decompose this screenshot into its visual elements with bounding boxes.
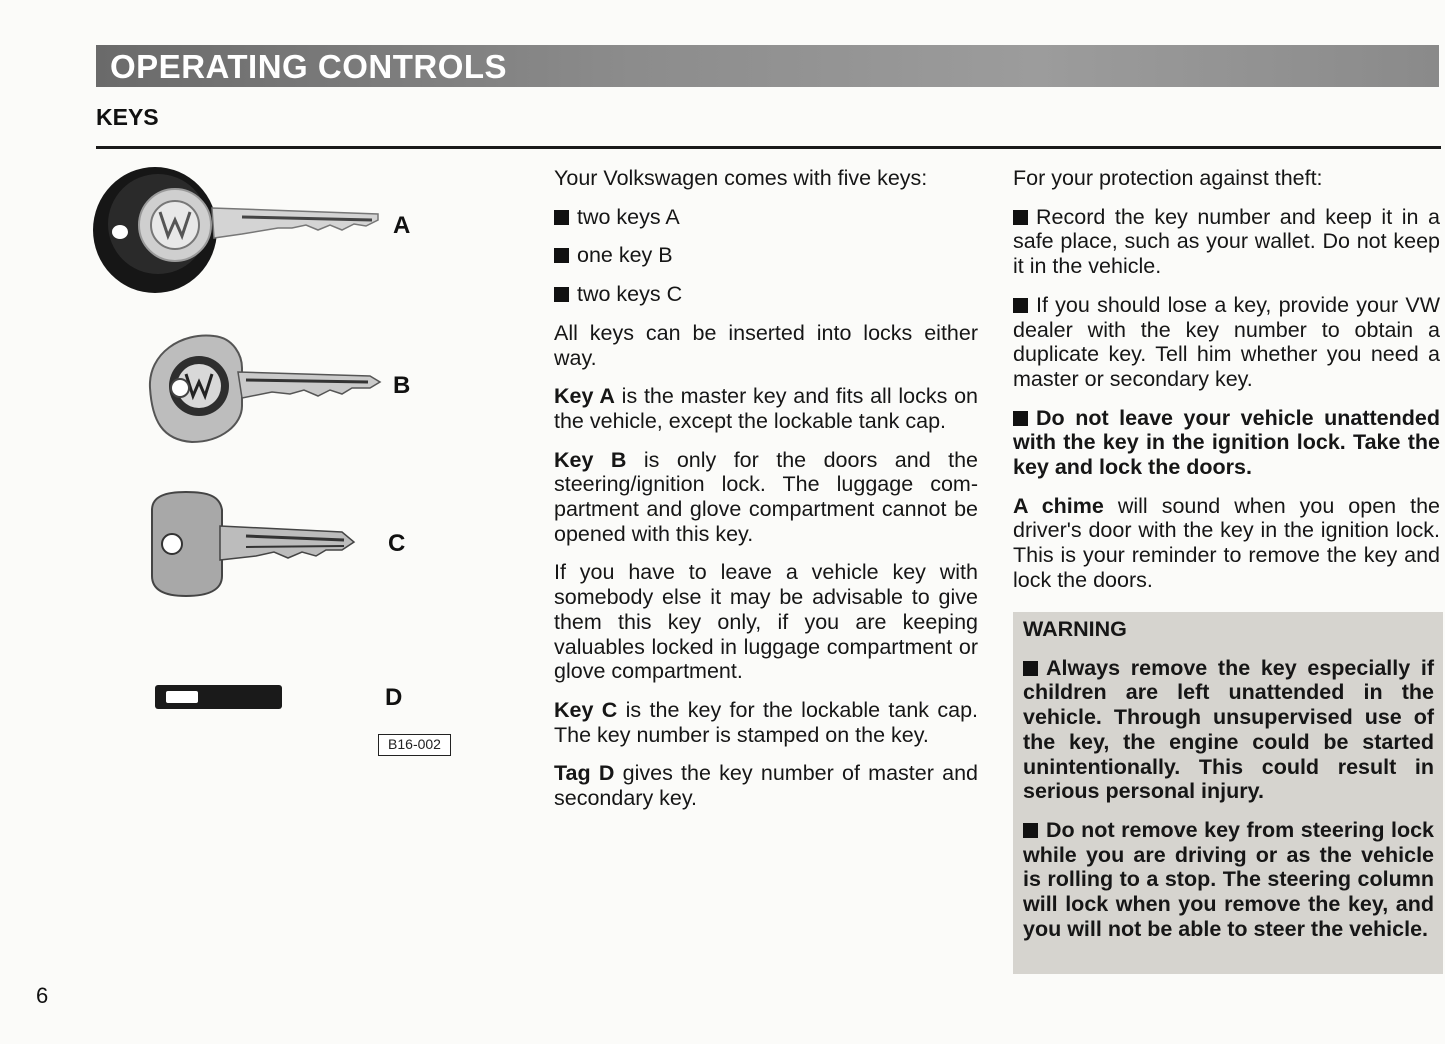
section-banner <box>96 45 1439 87</box>
tag-d-label: D <box>385 684 403 711</box>
bullet-square-icon <box>554 248 569 263</box>
bullet-square-icon <box>1013 210 1028 225</box>
bullet-square-icon <box>554 210 569 225</box>
list-item: two keys C <box>554 282 978 307</box>
key-b-label: B <box>393 372 411 399</box>
list-item: Do not leave your vehicle unattended with the key in the ignition lock. Take the key and lock the doors. <box>1013 405 1440 480</box>
warning-item: Always remove the key especially if children are left unattended in the vehicle. Through unsupervised use of the key, the engine could be started unintentionally. This could result in serious personal injury. <box>1023 655 1434 804</box>
warning-box <box>1013 612 1443 974</box>
bullet-square-icon <box>554 287 569 302</box>
bullet-square-icon <box>1013 411 1028 426</box>
bullet-square-icon <box>1023 823 1038 838</box>
page-number: 6 <box>36 983 49 1008</box>
title-divider <box>96 146 1441 149</box>
chime-paragraph: A chime will sound when you open the driver's door with the key in the ignition lock. This is your reminder to remove the key and lock the doors. <box>1013 493 1440 592</box>
figure-code: B16-002 <box>378 734 451 756</box>
key-a-paragraph: Key A is the master key and fits all locks on the vehicle, except the lockable tank cap. <box>554 384 978 433</box>
theft-protection-column <box>1013 166 1440 607</box>
tag-d-icon <box>154 682 284 712</box>
bullet-square-icon <box>1013 298 1028 313</box>
warning-title: WARNING <box>1023 617 1127 641</box>
key-a-label: A <box>393 212 411 239</box>
key-a-master-icon <box>92 162 392 298</box>
list-item: one key B <box>554 243 978 268</box>
leave-key-paragraph: If you have to leave a vehicle key with somebody else it may be advisable to give them this key only, if you are keeping valuables locked in luggage compartment or glove compartment. <box>554 560 978 684</box>
list-item: Record the key number and keep it in a safe place, such as your wallet. Do not keep it in the vehicle. <box>1013 204 1440 279</box>
either-way-paragraph: All keys can be inserted into locks either way. <box>554 320 978 370</box>
warning-item: Do not remove key from steering lock while you are driving or as the vehicle is rolling to a stop. The steering column will lock when you remove the key, and you will not be able to steer the vehicle. <box>1023 817 1434 941</box>
key-b-door-icon <box>142 328 387 446</box>
tag-d-paragraph: Tag D gives the key number of master and secondary key. <box>554 761 978 811</box>
keys-intro: Your Volkswagen comes with five keys: <box>554 166 928 190</box>
bullet-square-icon <box>1023 661 1038 676</box>
key-c-paragraph: Key C is the key for the lockable tank cap. The key number is stamped on the key. <box>554 697 978 747</box>
banner-title: OPERATING CONTROLS <box>110 48 508 85</box>
key-b-paragraph: Key B is only for the doors and the steering/ignition lock. The luggage compartment and glove compartment cannot be opened with this key. <box>554 447 978 546</box>
theft-intro: For your protection against theft: <box>1013 166 1323 190</box>
list-item: two keys A <box>554 205 978 230</box>
key-c-label: C <box>388 530 406 557</box>
list-item: If you should lose a key, provide your VW dealer with the key number to obtain a duplicate key. Tell him whether you need a master or secondary key. <box>1013 292 1440 391</box>
keys-description-column <box>554 166 978 825</box>
page-title: KEYS <box>96 104 159 130</box>
key-c-tank-icon <box>146 490 358 598</box>
